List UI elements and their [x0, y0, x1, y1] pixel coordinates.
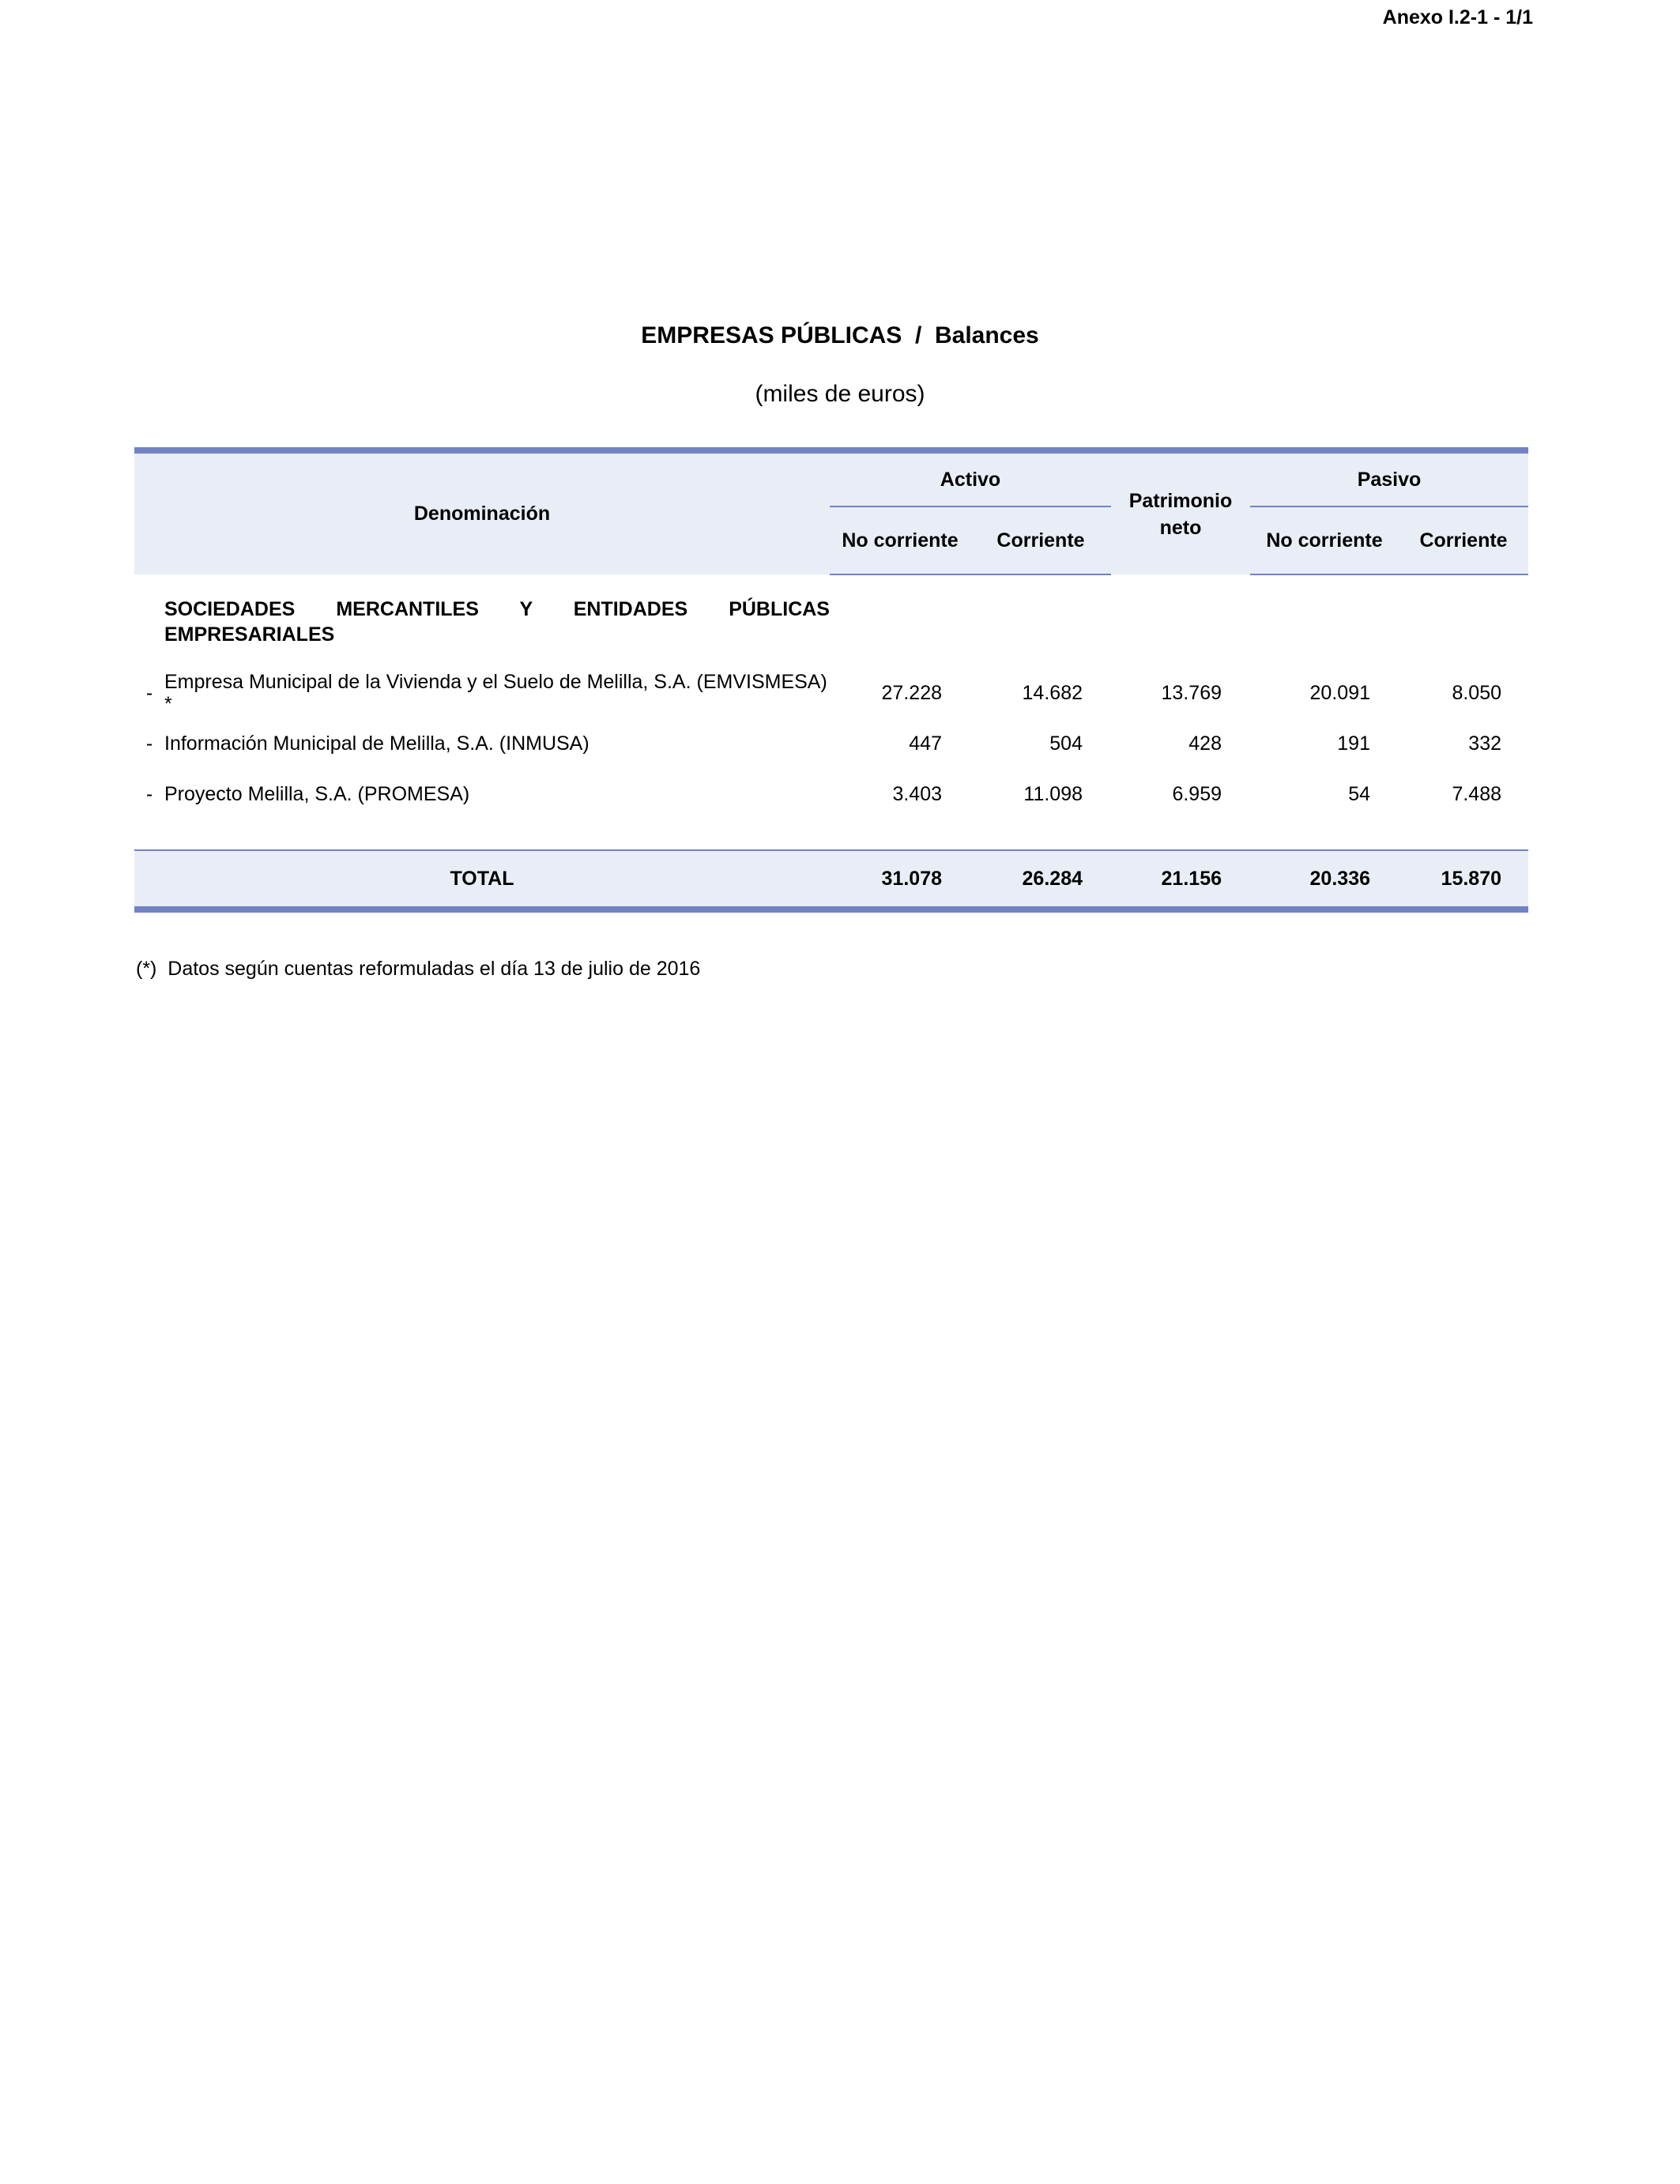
total-activo-no-corriente: 31.078 [830, 850, 970, 909]
cell-patrimonio-neto: 13.769 [1161, 681, 1222, 704]
column-header-activo-corriente: Corriente [970, 506, 1111, 574]
cell-activo-corriente: 14.682 [1022, 681, 1083, 704]
total-pasivo-corriente: 15.870 [1399, 850, 1528, 909]
cell-patrimonio-neto: 6.959 [1172, 782, 1222, 805]
total-row [134, 850, 1528, 909]
cell-activo-no-corriente: 3.403 [892, 782, 942, 805]
column-header-patrimonio-line2: neto [1159, 516, 1202, 539]
footnote: (*) Datos según cuentas reformuladas el día 13 de julio de 2016 [136, 958, 701, 980]
cell-activo-no-corriente: 27.228 [881, 681, 942, 704]
row-dash: - [145, 782, 153, 805]
column-header-denominacion [134, 450, 830, 574]
total-activo-corriente: 26.284 [970, 850, 1111, 909]
row-name: Empresa Municipal de la Vivienda y el Suelo de Melilla, S.A. (EMVISMESA) [164, 671, 827, 693]
annex-reference: Anexo I.2-1 - 1/1 [1382, 6, 1533, 28]
total-patrimonio-neto: 21.156 [1111, 850, 1250, 909]
column-header-patrimonio-line1: Patrimonio [1128, 489, 1233, 512]
document-title: EMPRESAS PÚBLICAS / Balances [641, 322, 1039, 348]
group-header-pasivo-label: Pasivo [1357, 468, 1422, 491]
cell-patrimonio-neto: 428 [1188, 732, 1222, 755]
row-name: Información Municipal de Melilla, S.A. (INMUSA) [164, 732, 590, 755]
row-name: Proyecto Melilla, S.A. (PROMESA) [164, 783, 470, 805]
column-header-activo-no-corriente: No corriente [830, 506, 970, 574]
document-subtitle: (miles de euros) [755, 381, 925, 407]
cell-pasivo-no-corriente: 20.091 [1309, 681, 1370, 704]
group-header-activo [830, 450, 1111, 506]
row-name-note: * [164, 693, 172, 715]
row-dash: - [145, 732, 153, 755]
section-row [134, 574, 1528, 668]
column-header-denominacion-label: Denominación [413, 503, 551, 525]
column-header-patrimonio-neto [1111, 450, 1250, 574]
cell-pasivo-no-corriente: 191 [1337, 732, 1370, 755]
table-row [134, 668, 1528, 718]
cell-pasivo-corriente: 7.488 [1452, 782, 1502, 805]
table-row [134, 718, 1528, 769]
row-denominacion [164, 769, 830, 819]
column-header-pasivo-no-corriente: No corriente [1250, 506, 1399, 574]
group-header-pasivo [1250, 450, 1528, 506]
cell-activo-no-corriente: 447 [909, 732, 942, 755]
cell-pasivo-corriente: 8.050 [1452, 681, 1502, 704]
group-header-activo-label: Activo [940, 468, 1001, 491]
total-label: TOTAL [134, 850, 830, 909]
row-dash: - [145, 681, 153, 704]
cell-activo-corriente: 11.098 [1023, 782, 1083, 805]
column-header-pasivo-corriente: Corriente [1399, 506, 1528, 574]
section-label: SOCIEDADES MERCANTILES Y ENTIDADES PÚBLICAS EMPRESARIALES [164, 598, 830, 646]
row-denominacion [164, 668, 830, 718]
table-row [134, 769, 1528, 819]
balances-table [134, 447, 1528, 913]
cell-pasivo-no-corriente: 54 [1348, 782, 1370, 805]
cell-activo-corriente: 504 [1049, 732, 1083, 755]
spacer-row [134, 819, 1528, 850]
row-denominacion [164, 718, 830, 769]
cell-pasivo-corriente: 332 [1468, 732, 1502, 755]
total-pasivo-no-corriente: 20.336 [1250, 850, 1399, 909]
